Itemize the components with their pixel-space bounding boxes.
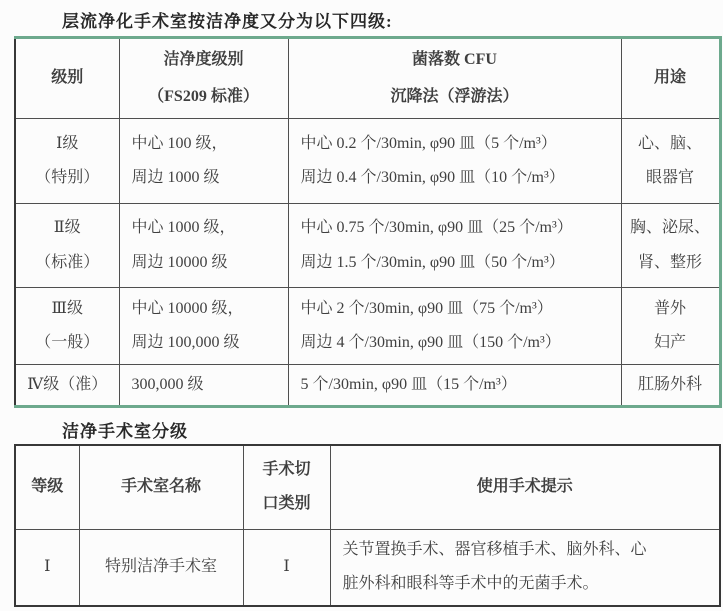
cfu-cell <box>288 204 621 288</box>
usage-cell <box>621 365 720 407</box>
header-text: 菌落数 CFU <box>412 50 497 68</box>
cleanliness-cell <box>119 204 288 288</box>
cleanliness-cell <box>119 288 288 365</box>
header-cleanliness <box>119 38 288 119</box>
cell-line: 中心 10000 级， <box>131 299 244 317</box>
header-room-name <box>79 445 243 529</box>
table-row <box>15 365 720 407</box>
cell-line: 中心 2 个/30min, φ90 皿（75 个/m³） <box>300 299 553 317</box>
level-cell <box>15 365 119 407</box>
header-text: 洁净度级别 <box>163 50 244 68</box>
level-cell <box>15 204 119 288</box>
cell-line: Ⅲ级 <box>51 299 83 317</box>
header-text: （FS209 标准） <box>148 88 259 105</box>
cfu-cell <box>288 119 621 204</box>
table-row <box>15 119 720 204</box>
cell-line: 关节置换手术、器官移植手术、脑外科、心 <box>342 540 647 558</box>
header-usage <box>621 38 720 119</box>
cell-line: 妇产 <box>653 334 686 351</box>
cell-line: （一般） <box>35 334 100 351</box>
header-grade <box>15 445 79 529</box>
cleanliness-cell <box>119 365 288 407</box>
header-text: 使用手术提示 <box>476 478 573 496</box>
header-text: 手术切 <box>262 460 311 478</box>
table1-header-row <box>15 38 720 119</box>
cell-line: 周边 10000 级 <box>131 253 228 271</box>
cell-line: Ⅰ <box>283 558 290 576</box>
surgery-hint-cell <box>330 529 720 606</box>
usage-cell <box>621 204 720 288</box>
cell-line: 胸、泌尿、 <box>629 219 710 237</box>
table1-caption: 层流净化手术室按洁净度又分为以下四级: <box>62 12 393 31</box>
header-cfu <box>288 38 621 119</box>
cell-line: 中心 100 级， <box>131 134 228 152</box>
cell-line: 5 个/30min, φ90 皿（15 个/m³） <box>300 375 517 393</box>
cell-line: 周边 100,000 级 <box>131 334 240 351</box>
cell-line: 肾、整形 <box>637 253 702 271</box>
cell-line: 中心 0.2 个/30min, φ90 皿（5 个/m³） <box>300 134 557 152</box>
cleanliness-cell <box>119 119 288 204</box>
header-text: 级别 <box>51 69 84 87</box>
header-text: 用途 <box>653 69 686 87</box>
cell-line: 肛肠外科 <box>637 375 702 393</box>
cell-line: 眼器官 <box>645 169 694 186</box>
header-text: 沉降法（浮游法） <box>390 88 519 105</box>
cell-line: Ⅰ级 <box>56 134 79 152</box>
room-name-cell <box>79 529 243 606</box>
incision-type-cell <box>243 529 330 606</box>
cell-line: 普外 <box>653 299 686 317</box>
cell-line: 周边 1000 级 <box>131 169 220 186</box>
cfu-cell <box>288 288 621 365</box>
cell-line: 脏外科和眼科等手术中的无菌手术。 <box>342 575 599 593</box>
cell-line: 特别洁净手术室 <box>104 558 217 576</box>
table-row <box>15 288 720 365</box>
header-surgery-hint <box>330 445 720 529</box>
cell-line: （标准） <box>35 253 100 271</box>
cell-line: Ⅱ级 <box>53 219 81 237</box>
usage-cell <box>621 288 720 365</box>
table-row <box>15 529 720 606</box>
cell-line: Ⅳ级（准） <box>27 375 108 393</box>
cfu-cell <box>288 365 621 407</box>
cell-line: 周边 1.5 个/30min, φ90 皿（50 个/m³） <box>300 253 565 271</box>
header-incision-type <box>243 445 330 529</box>
cell-line: 中心 0.75 个/30min, φ90 皿（25 个/m³） <box>300 219 573 237</box>
table-row <box>15 204 720 288</box>
header-text: 口类别 <box>262 495 311 513</box>
level-cell <box>15 288 119 365</box>
header-level <box>15 38 119 119</box>
level-cell <box>15 119 119 204</box>
cell-line: 周边 4 个/30min, φ90 皿（150 个/m³） <box>300 334 561 351</box>
cell-line: 周边 0.4 个/30min, φ90 皿（10 个/m³） <box>300 169 565 186</box>
table2-header-row <box>15 445 720 529</box>
cell-line: 心、脑、 <box>637 134 702 152</box>
table2-caption: 洁净手术室分级 <box>62 422 188 441</box>
cell-line: 300,000 级 <box>131 375 204 393</box>
cell-line: 中心 1000 级， <box>131 219 236 237</box>
usage-cell <box>621 119 720 204</box>
cell-line: （特别） <box>35 169 100 186</box>
header-text: 手术室名称 <box>120 478 201 496</box>
cell-line: Ⅰ <box>44 558 51 576</box>
grade-cell <box>15 529 79 606</box>
header-text: 等级 <box>31 478 64 496</box>
clean-operating-room-grading-table <box>14 444 721 607</box>
laminar-flow-classification-table <box>14 36 722 408</box>
